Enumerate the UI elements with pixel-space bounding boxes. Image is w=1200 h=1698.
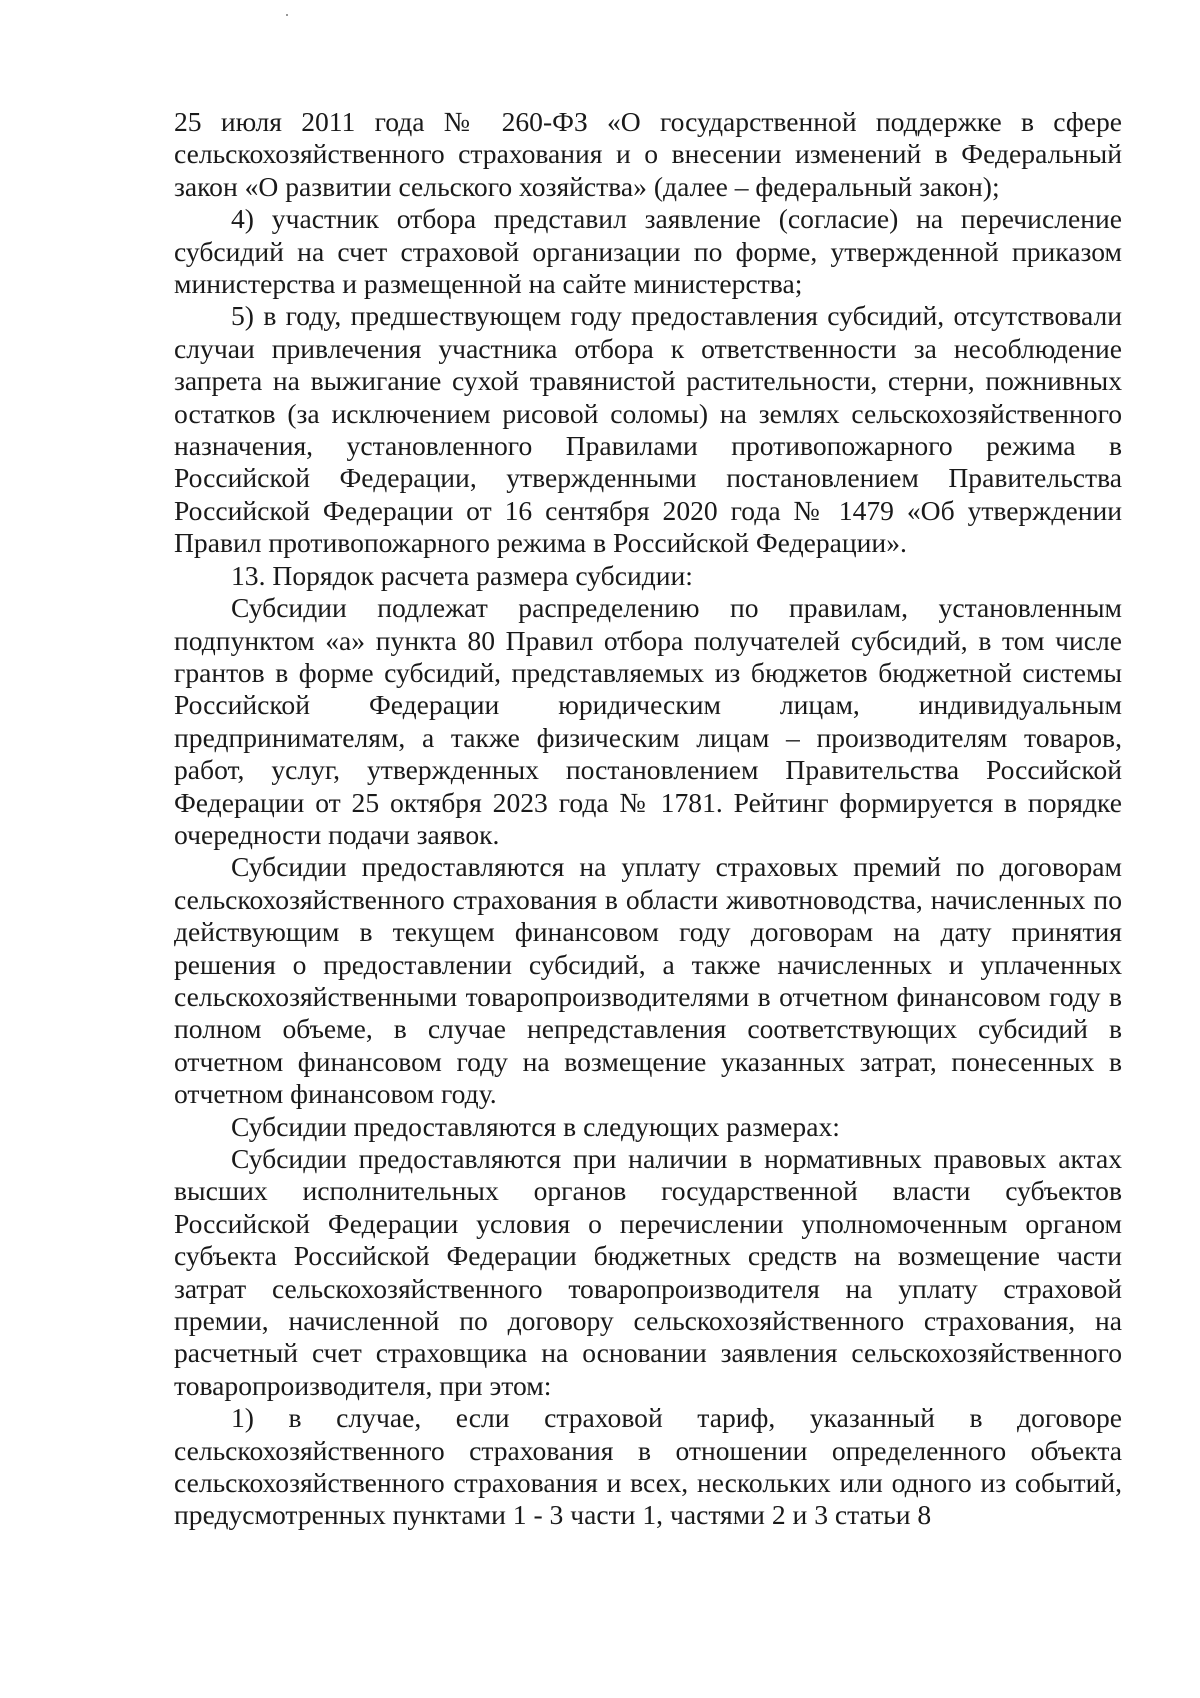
paragraph-amounts-heading: Субсидии предоставляются в следующих размерах: xyxy=(231,1110,840,1142)
paragraph-regional-conditions: Субсидии предоставляются при наличии в нормативных правовых актах высших исполнительных органов государственной власти субъектов Российской Федерации условия о перечислении уполномоченным органом субъекта Российской Федерации бюджетных средств на возмещение части затрат сельскохозяйственного товаропроизводителя на уплату страховой премии, начисленной по договору сельскохозяйственного страхования, на расчетный счет страховщика на основании заявления сельскохозяйственного товаропроизводителя, при этом: xyxy=(174,1143,1122,1401)
paragraph-section-13-heading: 13. Порядок расчета размера субсидии: xyxy=(231,559,693,591)
paragraph-item-5-fire-regime: 5) в году, предшествующем году предоставления субсидий, отсутствовали случаи привлечения участника отбора к ответственности за несоблюдение запрета на выжигание сухой травянистой растительности, стерни, пожнивных остатков (за исключением рисовой соломы) на землях сельскохозяйственного назначения, установленного Правилами противопожарного режима в Российской Федерации, утвержденными постановлением Правительства Российской Федерации от 16 сентября 2020 года № 1479 «Об утверждении Правил противопожарного режима в Российской Федерации». xyxy=(174,300,1122,559)
paragraph-federal-law-reference: 25 июля 2011 года № 260-ФЗ «О государственной поддержке в сфере сельскохозяйственного страхования и о внесении изменений в Федеральный закон «О развитии сельского хозяйства» (далее – федеральный закон); xyxy=(174,106,1122,202)
paragraph-item-1-tariff: 1) в случае, если страховой тариф, указанный в договоре сельскохозяйственного страхования в отношении определенного объекта сельскохозяйственного страхования и всех, нескольких или одного из событий, предусмотренных пунктами 1 - 3 части 1, частями 2 и 3 статьи 8 xyxy=(174,1402,1122,1531)
scan-speck xyxy=(286,14,288,16)
paragraph-insurance-premiums: Субсидии предоставляются на уплату страховых премий по договорам сельскохозяйственного страхования в области животноводства, начисленных по действующим в текущем финансовом году договорам на дату принятия решения о предоставлении субсидий, а также начисленных и уплаченных сельскохозяйственными товаропроизводителями в отчетном финансовом году в полном объеме, в случае непредставления соответствующих субсидий в отчетном финансовом году на возмещение указанных затрат, понесенных в отчетном финансовом году. xyxy=(174,851,1122,1110)
paragraph-distribution-rules: Субсидии подлежат распределению по правилам, установленным подпунктом «а» пункта 80 Правил отбора получателей субсидий, в том числе грантов в форме субсидий, представляемых из бюджетов бюджетной системы Российской Федерации юридическим лицам, индивидуальным предпринимателям, а также физическим лицам – производителям товаров, работ, услуг, утвержденных постановлением Правительства Российской Федерации от 25 октября 2023 года № 1781. Рейтинг формируется в порядке очередности подачи заявок. xyxy=(174,592,1122,850)
paragraph-item-4-consent: 4) участник отбора представил заявление (согласие) на перечисление субсидий на счет страховой организации по форме, утвержденной приказом министерства и размещенной на сайте министерства; xyxy=(174,203,1122,300)
document-body xyxy=(174,106,1122,1532)
